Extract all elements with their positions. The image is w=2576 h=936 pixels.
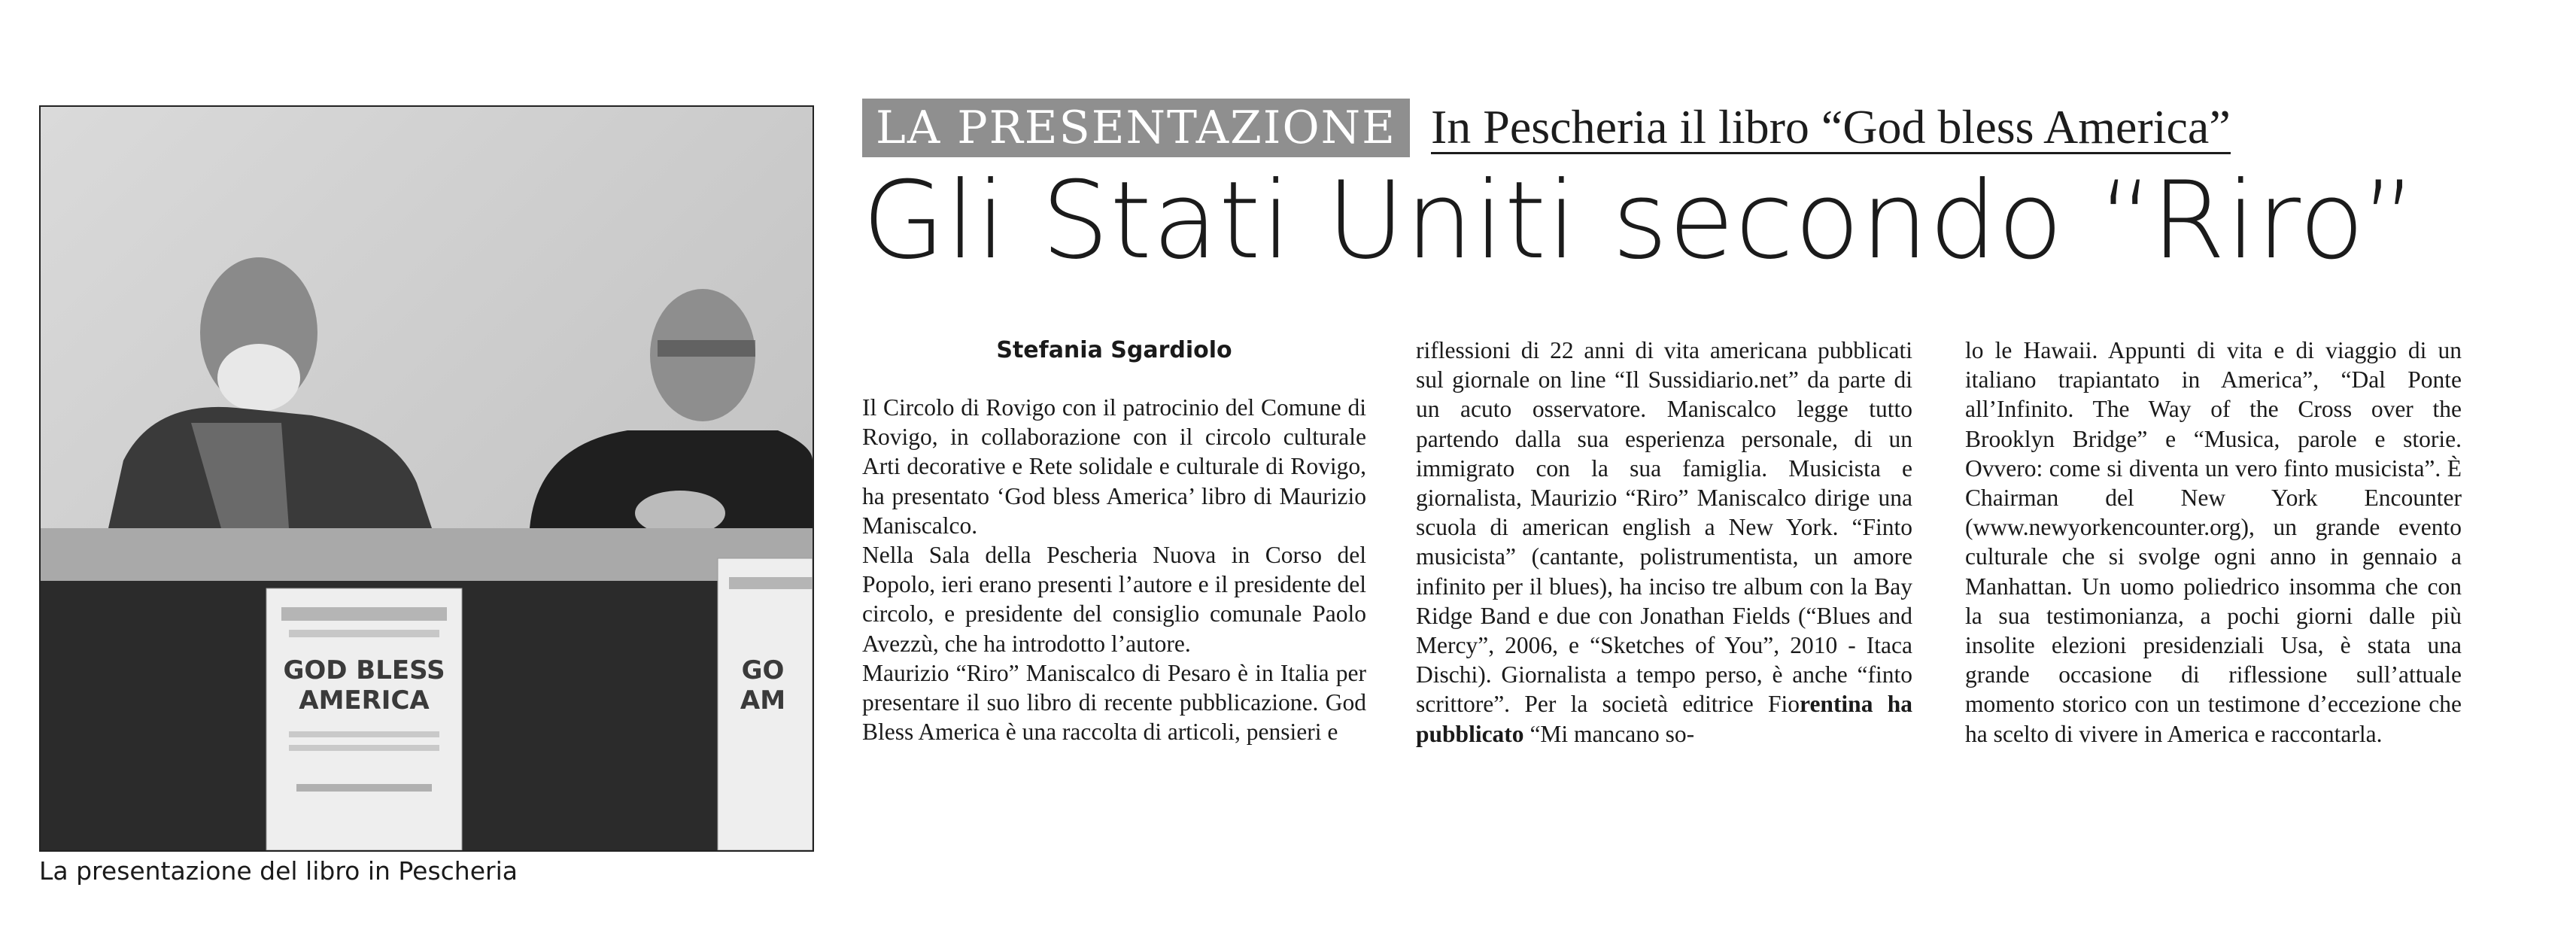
article-photo xyxy=(39,105,814,852)
paragraph: Nella Sala della Pescheria Nuova in Corso del Popolo, ieri erano presenti l’autore e il presidente del circolo, e presidente del consiglio comunale Paolo Avezzù, che ha introdotto l’autore. xyxy=(862,542,1366,657)
article-column-3 xyxy=(1965,336,2462,749)
article-column-2 xyxy=(1416,336,1912,749)
section-label: LA PRESENTAZIONE xyxy=(862,99,1410,157)
poster-right xyxy=(718,558,813,850)
paragraph: Maurizio “Riro” Maniscalco di Pesaro è in Italia per presentare il suo libro di recente pubblicazione. God Bless America è una raccolta di articoli, pensieri e xyxy=(862,659,1366,746)
article-byline: Stefania Sgardiolo xyxy=(996,337,1232,363)
article-headline: Gli Stati Uniti secondo “Riro” xyxy=(862,159,2418,283)
poster-left xyxy=(266,588,462,850)
poster-left-line-2: AMERICA xyxy=(299,685,430,716)
kicker-row xyxy=(862,96,2231,160)
kicker-subtitle: In Pescheria il libro “God bless America” xyxy=(1430,99,2231,153)
photo-illustration xyxy=(41,107,813,850)
col2-bold-text: rentina ha pubblicato xyxy=(1416,691,1912,747)
paragraph xyxy=(1416,336,1912,749)
photo-caption: La presentazione del libro in Pescheria xyxy=(39,856,518,886)
poster-right-line-1: GO xyxy=(741,655,785,685)
paragraph: lo le Hawaii. Appunti di vita e di viaggio di un italiano trapiantato in America”, “Dal Ponte all’Infinito. The Way of the Cross over the Brooklyn Bridge” e “Musica, parole e storie. Ovvero: come si diventa un vero finto musicista”. È Chairman del New York Encounter (www.newyorkencounter.org), un grande evento culturale che si svolge ogni anno in gennaio a Manhattan. Un uomo poliedrico insomma che con la sua testimonianza, a pochi giorni dalle più insolite elezioni presidenziali Usa, è stata una grande occasione di riflessione sull’attuale momento storico con un testimone d’eccezione che ha scelto di vivere in America e raccontarla. xyxy=(1965,337,2462,747)
paragraph: Il Circolo di Rovigo con il patrocinio del Comune di Rovigo, in collaborazione con il circolo culturale Arti decorative e Rete solidale e culturale di Rovigo, ha presentato ‘God bless America’ libro di Maurizio Maniscalco. xyxy=(862,394,1366,539)
col2-tail-text: “Mi mancano so- xyxy=(1523,720,1695,747)
poster-left-line-1: GOD BLESS xyxy=(283,655,445,685)
col2-text: riflessioni di 22 anni di vita americana pubblicati sul giornale on line “Il Sussidiario.net” da parte di un acuto osservatore. Maniscalco legge tutto partendo dalla sua esperienza personale, di un immigrato con la sua famiglia. Musicista e giornalista, Maurizio “Riro” Maniscalco dirige una scuola di american english a New York. “Finto musicista” (cantante, polistrumentista, un amore infinito per il blues), ha inciso tre album con la Bay Ridge Band e due con Jonathan Fields (“Blues and Mercy”, 2006, e “Sketches of You”, 2010 - Itaca Dischi). Giornalista a tempo perso, è anche “finto scrittore”. Per la società editrice Fio xyxy=(1416,337,1912,718)
article-column-1 xyxy=(862,393,1366,746)
poster-right-line-2: AM xyxy=(740,685,786,716)
